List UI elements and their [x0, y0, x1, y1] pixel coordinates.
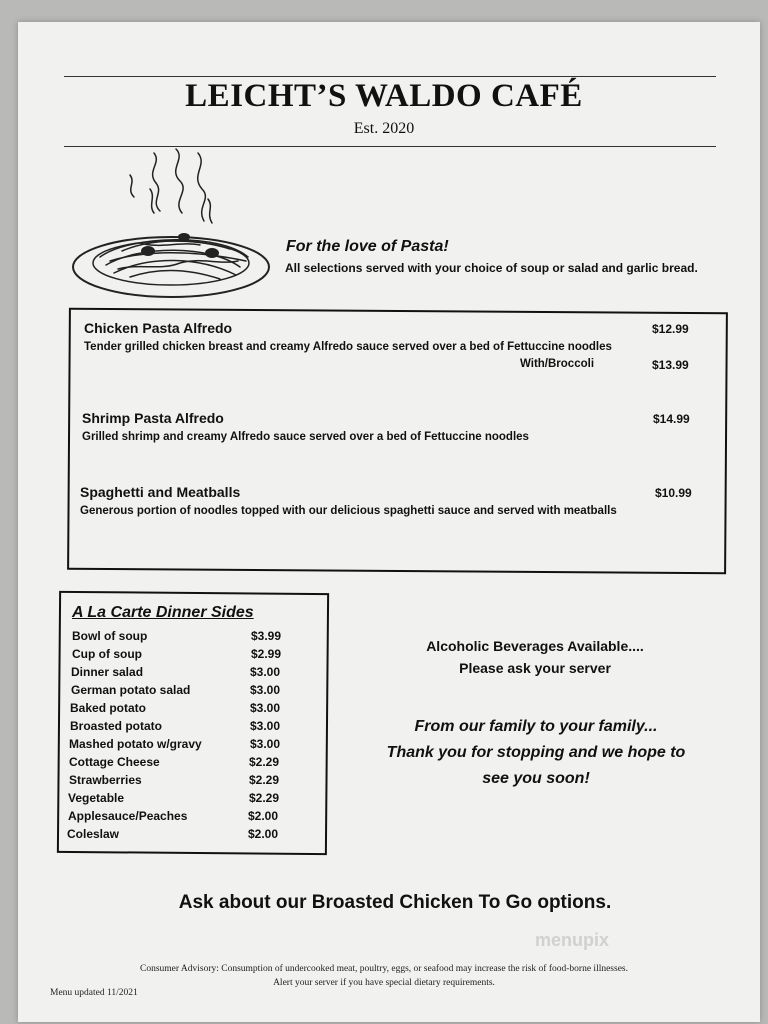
pasta-plate-illustration	[70, 145, 275, 300]
consumer-advisory: Consumer Advisory: Consumption of undercooked meat, poultry, eggs, or seafood may increase the risk of food-borne illnesses.	[139, 964, 628, 974]
side-item: Bowl of soup	[72, 629, 148, 643]
item-price: $14.99	[653, 412, 690, 426]
side-price: $2.00	[248, 827, 279, 841]
top-rule	[64, 76, 716, 77]
side-price: $3.00	[250, 701, 281, 715]
restaurant-title: LEICHT’S WALDO CAFÉ	[185, 78, 583, 114]
side-item: Applesauce/Peaches	[68, 809, 188, 823]
item-name: Chicken Pasta Alfredo	[84, 320, 233, 336]
item-description: Generous portion of noodles topped with our delicious spaghetti sauce and served with meatballs	[80, 505, 617, 517]
side-price: $2.29	[249, 791, 280, 805]
menu-updated-date: Menu updated 11/2021	[50, 988, 138, 998]
side-price: $3.00	[250, 683, 281, 697]
side-item: Baked potato	[70, 701, 147, 715]
side-item: German potato salad	[71, 683, 191, 697]
item-price: $12.99	[652, 322, 689, 336]
side-item: Vegetable	[68, 791, 125, 805]
side-item: Cottage Cheese	[69, 755, 160, 769]
side-item: Mashed potato w/gravy	[69, 737, 202, 751]
to-go-promo: Ask about our Broasted Chicken To Go options.	[178, 892, 612, 913]
side-price: $2.00	[248, 809, 279, 823]
side-item: Strawberries	[69, 773, 142, 787]
pasta-heading: For the love of Pasta!	[286, 238, 449, 255]
side-item: Dinner salad	[71, 665, 144, 679]
item-name: Spaghetti and Meatballs	[80, 484, 241, 500]
side-item: Cup of soup	[72, 647, 142, 661]
item-description: Grilled shrimp and creamy Alfredo sauce served over a bed of Fettuccine noodles	[82, 431, 529, 443]
thanks-line-1: From our family to your family...	[414, 718, 658, 735]
thanks-line-3: see you soon!	[482, 770, 590, 787]
side-item: Coleslaw	[67, 827, 120, 841]
side-price: $2.99	[251, 647, 282, 661]
side-price: $3.99	[251, 629, 282, 643]
pasta-intro: All selections served with your choice of soup or salad and garlic bread.	[285, 261, 698, 275]
menu-item	[82, 410, 692, 446]
side-item: Broasted potato	[70, 719, 163, 733]
beverages-line-1: Alcoholic Beverages Available....	[426, 638, 644, 654]
side-price: $3.00	[250, 665, 281, 679]
item-price: $10.99	[655, 486, 692, 500]
menu-item	[84, 320, 694, 356]
watermark: menupix	[535, 930, 610, 950]
side-price: $2.29	[249, 755, 280, 769]
item-description: Tender grilled chicken breast and creamy Alfredo sauce served over a bed of Fettuccine noodles	[84, 341, 612, 353]
side-price: $3.00	[250, 737, 281, 751]
beverages-line-2: Please ask your server	[459, 660, 611, 676]
item-option-price: $13.99	[652, 358, 689, 372]
item-option-label: With/Broccoli	[520, 358, 595, 370]
item-name: Shrimp Pasta Alfredo	[82, 410, 224, 426]
thanks-line-2: Thank you for stopping and we hope to	[386, 744, 686, 761]
established-date: Est. 2020	[353, 120, 415, 137]
dietary-note: Alert your server if you have special dietary requirements.	[273, 978, 495, 988]
side-price: $3.00	[250, 719, 281, 733]
side-price: $2.29	[249, 773, 280, 787]
sides-title: A La Carte Dinner Sides	[72, 604, 254, 621]
menu-item	[80, 484, 680, 520]
